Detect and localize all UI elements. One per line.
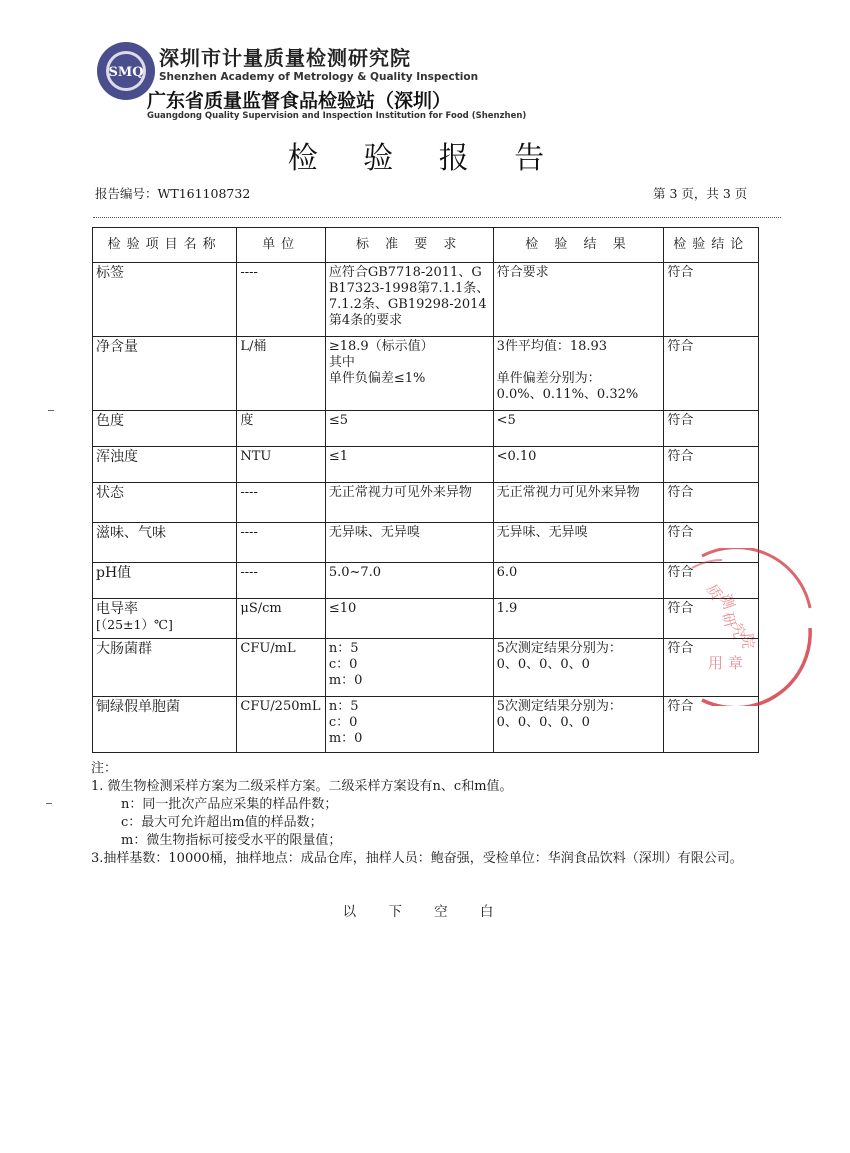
cell-standard: ≤1 (325, 447, 493, 483)
org1-chinese-name: 深圳市计量质量检测研究院 (159, 46, 411, 70)
cell-standard: 应符合GB7718-2011、GB17323-1998第7.1.1条、7.1.2条、GB19298-2014第4条的要求 (325, 263, 493, 337)
stamp-char: 用 (708, 654, 724, 672)
org1-english-name: Shenzhen Academy of Metrology & Quality Inspection (159, 71, 479, 83)
cell-result: 符合要求 (493, 263, 664, 337)
cell-conclusion: 符合 (664, 697, 759, 753)
header-item-name: 检验项目名称 (93, 228, 237, 263)
stamp-char: 测 (716, 591, 739, 612)
report-number-label: 报告编号： (95, 186, 158, 201)
note-1-n: n：同一批次产品应采集的样品件数； (121, 797, 338, 812)
cell-unit: ---- (237, 563, 325, 599)
table-row (93, 483, 759, 523)
inspection-table (92, 227, 759, 753)
cell-item: 大肠菌群 (93, 639, 237, 697)
cell-result: <0.10 (493, 447, 664, 483)
cell-conclusion: 符合 (664, 563, 759, 599)
header-result: 检 验 结 果 (493, 228, 664, 263)
cell-conclusion: 符合 (664, 263, 759, 337)
cell-item: 铜绿假单胞菌 (93, 697, 237, 753)
cell-standard: 无异味、无异嗅 (325, 523, 493, 563)
header-divider (93, 217, 781, 218)
cell-conclusion: 符合 (664, 411, 759, 447)
cell-result: <5 (493, 411, 664, 447)
cell-unit: 度 (237, 411, 325, 447)
cell-conclusion: 符合 (664, 483, 759, 523)
stamp-char: 院 (738, 632, 758, 650)
page-info: 第 3 页，共 3 页 (653, 186, 748, 201)
header-unit: 单位 (237, 228, 325, 263)
cell-conclusion: 符合 (664, 337, 759, 411)
cell-conclusion: 符合 (664, 599, 759, 639)
note-3: 3.抽样基数：10000桶，抽样地点：成品仓库，抽样人员：鲍奋强，受检单位：华润食品饮料（深圳）有限公司。 (91, 851, 743, 866)
cell-conclusion: 符合 (664, 639, 759, 697)
org2-chinese-name: 广东省质量监督食品检验站（深圳） (147, 90, 452, 112)
cell-conclusion: 符合 (664, 447, 759, 483)
cell-item: pH值 (93, 563, 237, 599)
cell-result: 1.9 (493, 599, 664, 639)
cell-conclusion: 符合 (664, 523, 759, 563)
table-row (93, 263, 759, 337)
table-row (93, 523, 759, 563)
cell-item: 标签 (93, 263, 237, 337)
cell-item: 电导率 [（25±1）℃] (93, 599, 237, 639)
table-row (93, 411, 759, 447)
cell-standard: 无正常视力可见外来异物 (325, 483, 493, 523)
cell-result: 5次测定结果分别为： 0、0、0、0、0 (493, 697, 664, 753)
scan-speck (46, 803, 52, 804)
cell-result: 无异味、无异嗅 (493, 523, 664, 563)
note-1-m: m：微生物指标可接受水平的限量值； (121, 833, 342, 848)
cell-result: 6.0 (493, 563, 664, 599)
cell-unit: NTU (237, 447, 325, 483)
stamp-char: 研 (718, 610, 740, 630)
table-row (93, 447, 759, 483)
logo-text: SMQ (108, 65, 144, 80)
notes-block (91, 760, 761, 868)
cell-standard: n：5 c：0 m：0 (325, 697, 493, 753)
cell-item: 色度 (93, 411, 237, 447)
cell-standard: n：5 c：0 m：0 (325, 639, 493, 697)
note-1-c: c：最大可允许超出m值的样品数； (121, 815, 323, 830)
cell-item: 状态 (93, 483, 237, 523)
cell-item: 净含量 (93, 337, 237, 411)
table-row (93, 697, 759, 753)
end-blank-text: 以 下 空 白 (342, 904, 508, 920)
org2-english-name: Guangdong Quality Supervision and Inspection Institution for Food (Shenzhen) (147, 111, 527, 121)
cell-standard: 5.0~7.0 (325, 563, 493, 599)
scan-speck (48, 410, 54, 411)
header-standard: 标 准 要 求 (325, 228, 493, 263)
table-row (93, 563, 759, 599)
report-number-value: WT161108732 (157, 186, 251, 201)
cell-unit: CFU/mL (237, 639, 325, 697)
table-row (93, 639, 759, 697)
stamp-char: 章 (728, 654, 744, 672)
cell-standard: ≥18.9（标示值） 其中 单件负偏差≤1% (325, 337, 493, 411)
cell-unit: ---- (237, 263, 325, 337)
cell-standard: ≤10 (325, 599, 493, 639)
table-row (93, 337, 759, 411)
cell-result: 无正常视力可见外来异物 (493, 483, 664, 523)
cell-unit: ---- (237, 483, 325, 523)
report-title: 检 验 报 告 (287, 141, 563, 176)
note-1: 1. 微生物检测采样方案为二级采样方案。二级采样方案设有n、c和m值。 (91, 779, 513, 794)
header-conclusion: 检验结论 (664, 228, 759, 263)
cell-item: 浑浊度 (93, 447, 237, 483)
stamp-char: 究 (728, 621, 749, 640)
header-logo-block (95, 40, 535, 125)
table-row (93, 599, 759, 639)
cell-result: 3件平均值：18.93 单件偏差分别为： 0.0%、0.11%、0.32% (493, 337, 664, 411)
cell-result: 5次测定结果分别为： 0、0、0、0、0 (493, 639, 664, 697)
stamp-char: 质 (702, 581, 726, 604)
cell-standard: ≤5 (325, 411, 493, 447)
cell-unit: ---- (237, 523, 325, 563)
cell-unit: CFU/250mL (237, 697, 325, 753)
cell-unit: μS/cm (237, 599, 325, 639)
notes-label: 注： (91, 761, 118, 776)
cell-unit: L/桶 (237, 337, 325, 411)
table-header-row (93, 228, 759, 263)
report-number (95, 184, 250, 202)
cell-item: 滋味、气味 (93, 523, 237, 563)
